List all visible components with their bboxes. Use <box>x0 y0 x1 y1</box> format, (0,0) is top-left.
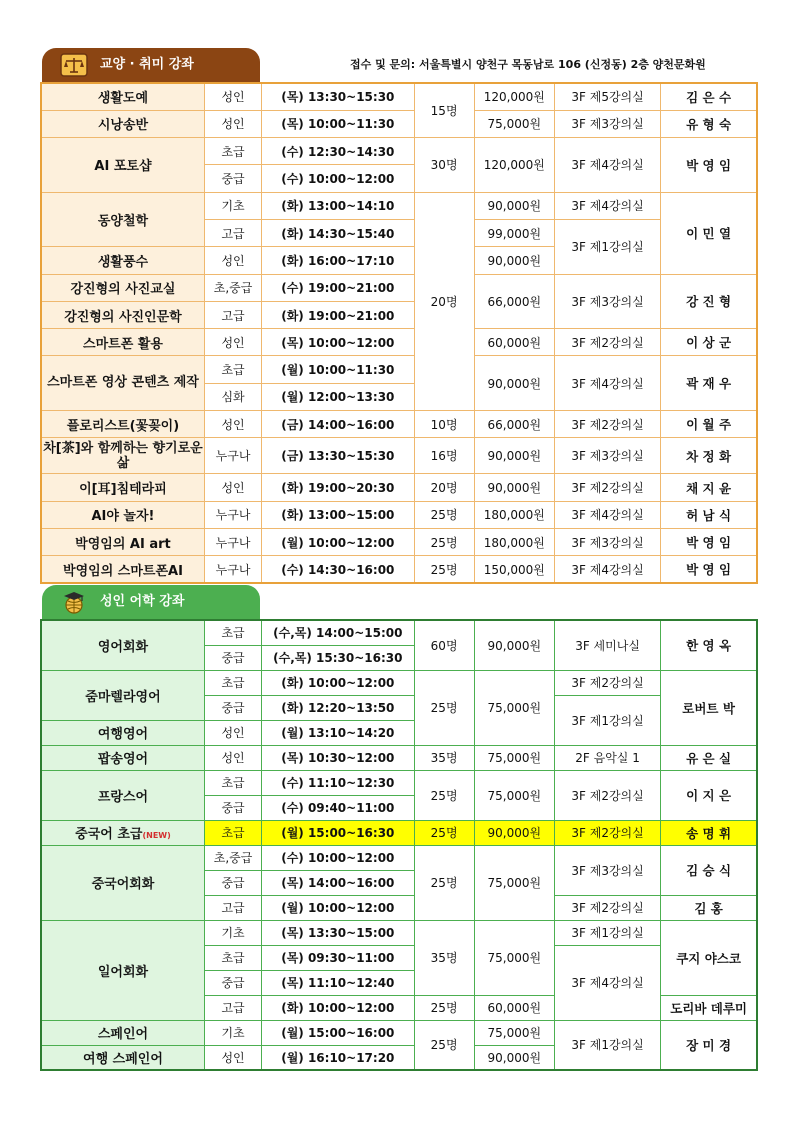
course-time: (목) 10:00~11:30 <box>262 110 414 137</box>
course-room: 3F 제2강의실 <box>554 411 660 438</box>
course-name-text: 중국어 초급 <box>75 827 143 842</box>
course-time: (화) 10:00~12:00 <box>262 670 414 695</box>
course-time: (월) 13:10~14:20 <box>262 720 414 745</box>
table-row-highlighted <box>41 820 757 845</box>
course-room: 3F 제4강의실 <box>554 501 660 528</box>
table-row <box>41 110 757 137</box>
course-time: (월) 15:00~16:30 <box>262 820 414 845</box>
course-name: 스페인어 <box>41 1020 204 1045</box>
course-capacity: 25명 <box>414 770 474 820</box>
course-name: 생활풍수 <box>41 247 204 274</box>
table-row <box>41 501 757 528</box>
course-fee: 90,000원 <box>474 620 554 670</box>
course-level: 초급 <box>204 356 261 383</box>
course-teacher: 김 승 식 <box>661 845 757 895</box>
course-time: (금) 14:00~16:00 <box>262 411 414 438</box>
course-capacity: 60명 <box>414 620 474 670</box>
course-level: 중급 <box>204 870 261 895</box>
course-room: 3F 제2강의실 <box>554 895 660 920</box>
course-fee: 66,000원 <box>474 274 554 329</box>
course-capacity: 35명 <box>414 745 474 770</box>
course-fee: 120,000원 <box>474 83 554 110</box>
course-time: (화) 13:00~14:10 <box>262 192 414 219</box>
course-capacity: 25명 <box>414 820 474 845</box>
course-teacher: 박 영 임 <box>661 556 757 583</box>
course-name: AI야 놀자! <box>41 501 204 528</box>
course-level: 중급 <box>204 795 261 820</box>
course-name: 플로리스트(꽃꽂이) <box>41 411 204 438</box>
course-capacity: 25명 <box>414 845 474 920</box>
course-room: 3F 제2강의실 <box>554 670 660 695</box>
table-row <box>41 528 757 555</box>
course-teacher: 쿠지 야스코 <box>661 920 757 995</box>
course-time: (수,목) 14:00~15:00 <box>262 620 414 645</box>
course-capacity: 16명 <box>414 438 474 474</box>
course-teacher: 장 미 경 <box>661 1020 757 1070</box>
course-fee: 90,000원 <box>474 192 554 219</box>
course-time: (수) 10:00~12:00 <box>262 165 414 192</box>
course-fee: 90,000원 <box>474 356 554 411</box>
course-level: 성인 <box>204 474 261 501</box>
course-fee: 90,000원 <box>474 247 554 274</box>
course-teacher: 이 지 은 <box>661 770 757 820</box>
course-capacity: 10명 <box>414 411 474 438</box>
course-room: 3F 제1강의실 <box>554 695 660 745</box>
course-name <box>41 820 204 845</box>
course-name: 강진형의 사진인문학 <box>41 301 204 328</box>
table-row <box>41 670 757 695</box>
course-name: 여행 스페인어 <box>41 1045 204 1070</box>
section-title: 성인 어학 강좌 <box>100 594 185 609</box>
table-row <box>41 438 757 474</box>
course-teacher: 박 영 임 <box>661 528 757 555</box>
graduation-globe-icon <box>60 590 88 614</box>
course-level: 성인 <box>204 720 261 745</box>
course-capacity: 35명 <box>414 920 474 995</box>
course-capacity: 25명 <box>414 528 474 555</box>
course-teacher: 유 은 실 <box>661 745 757 770</box>
table-row <box>41 556 757 583</box>
course-fee: 90,000원 <box>474 1045 554 1070</box>
course-room: 3F 제3강의실 <box>554 438 660 474</box>
course-name: 영어회화 <box>41 620 204 670</box>
course-name: 박영임의 AI art <box>41 528 204 555</box>
course-fee: 180,000원 <box>474 528 554 555</box>
course-name: 차[茶]와 함께하는 향기로운 삶 <box>41 438 204 474</box>
course-time: (수) 14:30~16:00 <box>262 556 414 583</box>
course-teacher: 김 홍 <box>661 895 757 920</box>
course-teacher: 허 남 식 <box>661 501 757 528</box>
course-time: (월) 12:00~13:30 <box>262 383 414 410</box>
course-time: (목) 10:30~12:00 <box>262 745 414 770</box>
course-room: 3F 제1강의실 <box>554 920 660 945</box>
table-row <box>41 138 757 165</box>
table-row <box>41 356 757 383</box>
table-row <box>41 192 757 219</box>
course-name: 프랑스어 <box>41 770 204 820</box>
course-fee: 75,000원 <box>474 920 554 995</box>
course-name: 스마트폰 영상 콘텐츠 제작 <box>41 356 204 411</box>
course-fee: 60,000원 <box>474 995 554 1020</box>
course-teacher: 채 지 윤 <box>661 474 757 501</box>
table-row <box>41 745 757 770</box>
course-time: (월) 10:00~12:00 <box>262 895 414 920</box>
course-time: (목) 13:30~15:00 <box>262 920 414 945</box>
course-level: 누구나 <box>204 556 261 583</box>
course-level: 성인 <box>204 329 261 356</box>
course-level: 기초 <box>204 1020 261 1045</box>
course-level: 중급 <box>204 645 261 670</box>
course-level: 중급 <box>204 970 261 995</box>
new-badge: (NEW) <box>142 831 171 840</box>
course-room: 3F 제4강의실 <box>554 556 660 583</box>
course-time: (화) 10:00~12:00 <box>262 995 414 1020</box>
course-name: 생활도예 <box>41 83 204 110</box>
table-row <box>41 770 757 795</box>
course-fee: 66,000원 <box>474 411 554 438</box>
course-capacity: 25명 <box>414 670 474 745</box>
course-capacity: 25명 <box>414 556 474 583</box>
course-fee: 180,000원 <box>474 501 554 528</box>
table-row <box>41 620 757 645</box>
section-title: 교양 · 취미 강좌 <box>100 57 194 72</box>
course-room: 3F 제1강의실 <box>554 219 660 274</box>
course-level: 누구나 <box>204 438 261 474</box>
section-tab-language <box>42 585 260 619</box>
course-time: (수) 11:10~12:30 <box>262 770 414 795</box>
course-name: 시낭송반 <box>41 110 204 137</box>
course-fee: 60,000원 <box>474 329 554 356</box>
contact-info: 접수 및 문의: 서울특별시 양천구 목동남로 106 (신정동) 2층 양천문화원 <box>350 58 706 71</box>
course-name: 중국어회화 <box>41 845 204 920</box>
course-teacher: 강 진 형 <box>661 274 757 329</box>
course-fee: 75,000원 <box>474 845 554 920</box>
table-row <box>41 920 757 945</box>
table-row <box>41 329 757 356</box>
course-teacher: 도리바 데루미 <box>661 995 757 1020</box>
course-room: 3F 제2강의실 <box>554 770 660 820</box>
table-row <box>41 474 757 501</box>
course-capacity: 25명 <box>414 1020 474 1070</box>
course-fee: 75,000원 <box>474 770 554 820</box>
course-time: (화) 14:30~15:40 <box>262 219 414 246</box>
course-time: (수) 10:00~12:00 <box>262 845 414 870</box>
course-teacher: 이 민 열 <box>661 192 757 274</box>
course-room: 3F 제4강의실 <box>554 192 660 219</box>
language-course-table <box>40 619 758 1071</box>
course-level: 성인 <box>204 411 261 438</box>
course-time: (월) 15:00~16:00 <box>262 1020 414 1045</box>
course-time: (화) 19:00~20:30 <box>262 474 414 501</box>
course-level: 성인 <box>204 83 261 110</box>
course-time: (월) 16:10~17:20 <box>262 1045 414 1070</box>
course-time: (화) 13:00~15:00 <box>262 501 414 528</box>
course-time: (목) 11:10~12:40 <box>262 970 414 995</box>
course-fee: 90,000원 <box>474 474 554 501</box>
course-name: 팝송영어 <box>41 745 204 770</box>
course-name: AI 포토샵 <box>41 138 204 193</box>
course-room: 3F 세미나실 <box>554 620 660 670</box>
course-level: 성인 <box>204 247 261 274</box>
course-name: 여행영어 <box>41 720 204 745</box>
course-level: 초급 <box>204 670 261 695</box>
course-time: (화) 19:00~21:00 <box>262 301 414 328</box>
course-room: 3F 제4강의실 <box>554 356 660 411</box>
course-fee: 75,000원 <box>474 670 554 745</box>
course-room: 3F 제3강의실 <box>554 845 660 895</box>
course-level: 성인 <box>204 1045 261 1070</box>
course-level: 초,중급 <box>204 845 261 870</box>
course-level: 초급 <box>204 945 261 970</box>
course-time: (목) 13:30~15:30 <box>262 83 414 110</box>
course-teacher: 로버트 박 <box>661 670 757 745</box>
course-capacity: 25명 <box>414 501 474 528</box>
course-time: (금) 13:30~15:30 <box>262 438 414 474</box>
course-name: 강진형의 사진교실 <box>41 274 204 301</box>
course-name: 스마트폰 활용 <box>41 329 204 356</box>
course-teacher: 이 상 군 <box>661 329 757 356</box>
course-name: 줌마렐라영어 <box>41 670 204 720</box>
course-teacher: 김 은 수 <box>661 83 757 110</box>
course-name: 박영임의 스마트폰AI <box>41 556 204 583</box>
course-time: (목) 14:00~16:00 <box>262 870 414 895</box>
course-fee: 75,000원 <box>474 745 554 770</box>
course-capacity: 25명 <box>414 995 474 1020</box>
course-time: (수) 09:40~11:00 <box>262 795 414 820</box>
course-fee: 90,000원 <box>474 438 554 474</box>
course-room: 3F 제3강의실 <box>554 110 660 137</box>
course-fee: 75,000원 <box>474 110 554 137</box>
course-room: 3F 제4강의실 <box>554 138 660 193</box>
course-fee: 150,000원 <box>474 556 554 583</box>
course-level: 심화 <box>204 383 261 410</box>
section-tab-culture <box>42 48 260 82</box>
course-level: 초급 <box>204 138 261 165</box>
course-level: 고급 <box>204 219 261 246</box>
course-time: (수,목) 15:30~16:30 <box>262 645 414 670</box>
course-room: 3F 제2강의실 <box>554 474 660 501</box>
table-row <box>41 83 757 110</box>
course-room: 3F 제1강의실 <box>554 1020 660 1070</box>
course-level: 중급 <box>204 165 261 192</box>
course-time: (목) 10:00~12:00 <box>262 329 414 356</box>
course-level: 성인 <box>204 110 261 137</box>
course-level: 고급 <box>204 995 261 1020</box>
course-capacity: 15명 <box>414 83 474 138</box>
course-level: 중급 <box>204 695 261 720</box>
course-fee: 120,000원 <box>474 138 554 193</box>
course-room: 3F 제4강의실 <box>554 945 660 1020</box>
course-teacher: 유 형 숙 <box>661 110 757 137</box>
table-row <box>41 411 757 438</box>
course-room: 3F 제2강의실 <box>554 329 660 356</box>
course-name: 동양철학 <box>41 192 204 247</box>
course-level: 누구나 <box>204 501 261 528</box>
culture-course-table <box>40 82 758 584</box>
course-fee: 90,000원 <box>474 820 554 845</box>
course-teacher: 한 영 옥 <box>661 620 757 670</box>
course-time: (월) 10:00~12:00 <box>262 528 414 555</box>
course-level: 기초 <box>204 920 261 945</box>
course-name: 일어회화 <box>41 920 204 1020</box>
course-time: (수) 19:00~21:00 <box>262 274 414 301</box>
course-room: 2F 음악실 1 <box>554 745 660 770</box>
course-room: 3F 제3강의실 <box>554 274 660 329</box>
course-level: 초급 <box>204 620 261 645</box>
course-capacity: 30명 <box>414 138 474 193</box>
course-room: 3F 제3강의실 <box>554 528 660 555</box>
course-capacity: 20명 <box>414 474 474 501</box>
course-fee: 99,000원 <box>474 219 554 246</box>
course-teacher: 박 영 임 <box>661 138 757 193</box>
course-time: (월) 10:00~11:30 <box>262 356 414 383</box>
course-time: (화) 12:20~13:50 <box>262 695 414 720</box>
course-level: 초급 <box>204 820 261 845</box>
course-fee: 75,000원 <box>474 1020 554 1045</box>
course-name: 이[耳]침테라피 <box>41 474 204 501</box>
course-level: 고급 <box>204 895 261 920</box>
course-level: 기초 <box>204 192 261 219</box>
course-time: (목) 09:30~11:00 <box>262 945 414 970</box>
table-row <box>41 274 757 301</box>
course-room: 3F 제2강의실 <box>554 820 660 845</box>
course-time: (화) 16:00~17:10 <box>262 247 414 274</box>
course-teacher: 곽 재 우 <box>661 356 757 411</box>
course-teacher: 차 정 화 <box>661 438 757 474</box>
course-teacher: 이 월 주 <box>661 411 757 438</box>
course-level: 성인 <box>204 745 261 770</box>
table-row <box>41 1020 757 1045</box>
course-level: 초급 <box>204 770 261 795</box>
course-time: (수) 12:30~14:30 <box>262 138 414 165</box>
course-capacity: 20명 <box>414 192 474 410</box>
balance-scale-icon <box>60 53 88 77</box>
course-teacher: 송 명 휘 <box>661 820 757 845</box>
course-level: 누구나 <box>204 528 261 555</box>
course-level: 초,중급 <box>204 274 261 301</box>
table-row <box>41 845 757 870</box>
course-room: 3F 제5강의실 <box>554 83 660 110</box>
course-level: 고급 <box>204 301 261 328</box>
